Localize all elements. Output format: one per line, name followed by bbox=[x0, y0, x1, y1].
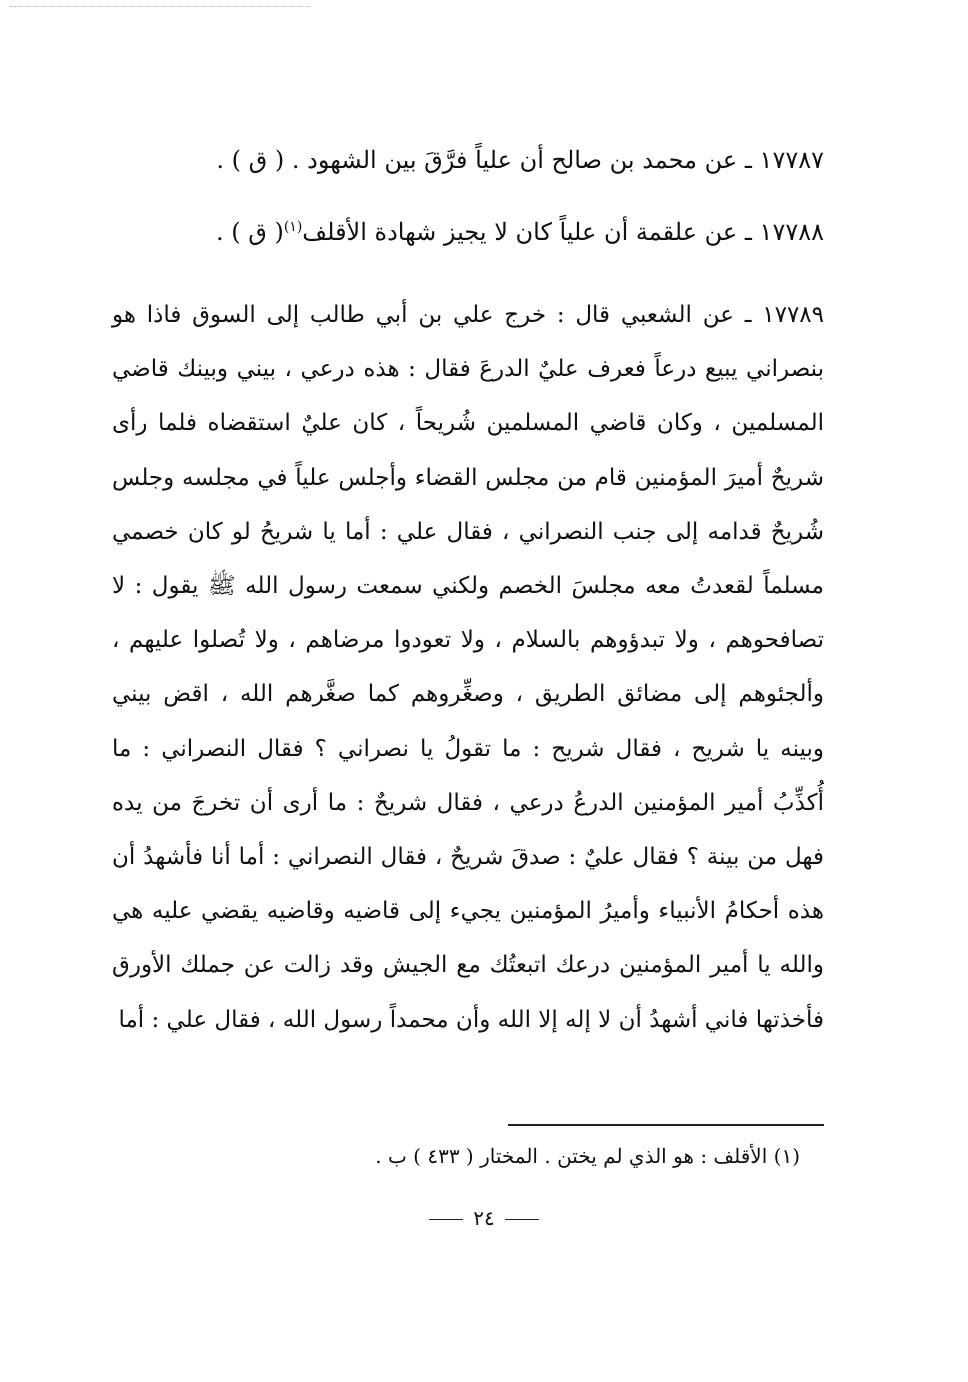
footnote bbox=[200, 1136, 800, 1176]
page-number-footer bbox=[384, 1200, 584, 1236]
hadith-entry-17788 bbox=[112, 212, 824, 252]
entry-number: ١٧٧٨٩ bbox=[762, 302, 825, 328]
entry-text: ـ عن علقمة أن علياً كان لا يجيز شهادة الأقلف bbox=[302, 218, 752, 246]
hadith-entry-17787 bbox=[112, 140, 824, 180]
footnote-separator bbox=[508, 1124, 824, 1126]
page-number-dash-right bbox=[505, 1219, 539, 1220]
entry-number: ١٧٧٨٧ bbox=[759, 146, 824, 174]
footnote-text: الأقلف : هو الذي لم يختن . المختار ( ٤٣٣ ) ب . bbox=[375, 1144, 768, 1168]
footnote-reference: (١) bbox=[283, 219, 303, 235]
entry-text: ـ عن محمد بن صالح أن علياً فرَّقَ بين الشهود . ( ق ) . bbox=[216, 146, 752, 174]
page-number: ٢٤ bbox=[473, 1206, 495, 1230]
scan-edge-mark bbox=[10, 6, 310, 7]
entry-number: ١٧٧٨٨ bbox=[759, 218, 824, 246]
entry-text-source: ( ق ) . bbox=[215, 218, 284, 246]
entry-text: ـ عن الشعبي قال : خرج علي بن أبي طالب إلى السوق فاذا هو بنصراني يبيع درعاً فعرف عليٌ الدرعَ فقال : هذه درعي ، بيني وبينك قاضي المسلمين ، وكان قاضي المسلمين شُريحاً ، كان عليٌ استقضاه فلما رأى شريحٌ أميرَ المؤمنين قام من مجلس القضاء وأجلس علياً في مجلسه وجلس شُريحٌ قدامه إلى جنب النصراني ، فقال علي : أما يا شريحُ لو كان خصمي مسلماً لقعدتُ معه مجلسَ الخصم ولكني سمعت رسول الله ﷺ يقول : لا تصافحوهم ، ولا تبدؤوهم بالسلام ، ولا تعودوا مرضاهم ، ولا تُصلوا عليهم ، وألجئوهم إلى مضائق الطريق ، وصغِّروهم كما صغَّرهم الله ، اقض بيني وبينه يا شريح ، فقال شريح : ما تقولُ يا نصراني ؟ فقال النصراني : ما أُكذِّبُ أمير المؤمنين الدرعُ درعي ، فقال شريحٌ : ما أرى أن تخرجَ من يده فهل من بينة ؟ فقال عليٌ : صدقَ شريحٌ ، فقال النصراني : أما أنا فأشهدُ أن هذه أحكامُ الأنبياء وأميرُ المؤمنين يجيء إلى قاضيه وقاضيه يقضي عليه هي والله يا أمير المؤمنين درعك اتبعتُك مع الجيش وقد زالت عن جملك الأورق فأخذتها فاني أشهدُ أن لا إله إلا الله وأن محمداً رسول الله ، فقال علي : أما bbox=[112, 302, 824, 1033]
footnote-marker: (١) bbox=[773, 1144, 800, 1168]
hadith-entry-17789 bbox=[112, 288, 824, 1047]
page-number-dash-left bbox=[429, 1219, 463, 1220]
main-text bbox=[112, 140, 824, 1047]
